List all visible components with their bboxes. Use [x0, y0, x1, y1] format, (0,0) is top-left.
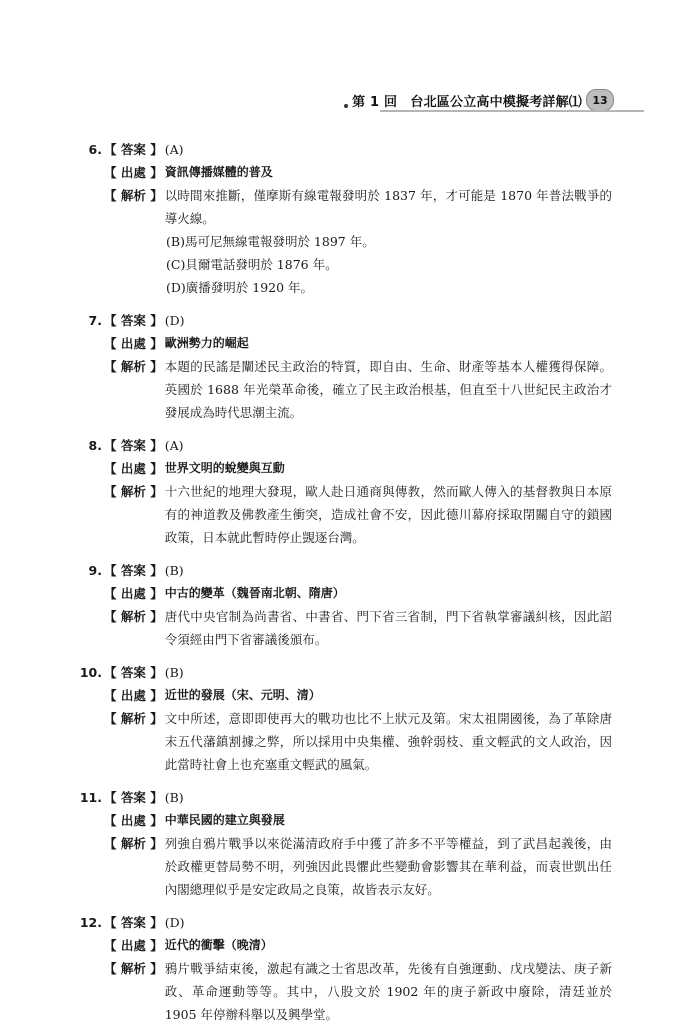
explanation-subline: (C)貝爾電話發明於 1876 年。 — [166, 257, 338, 272]
answer-label: 【 答案 】 — [104, 142, 163, 157]
question-number: 7. — [88, 313, 102, 328]
question-number: 8. — [88, 438, 102, 453]
page-header — [344, 88, 614, 112]
explanation-subline: (B)馬可尼無線電報發明於 1897 年。 — [166, 234, 375, 249]
question-number: 9. — [88, 563, 102, 578]
source-value: 歐洲勢力的崛起 — [164, 336, 249, 350]
question-item — [88, 559, 612, 651]
source-value: 中古的變革（魏晉南北朝、隋唐） — [164, 586, 345, 600]
explanation-label: 【 解析 】 — [104, 484, 163, 499]
source-label: 【 出處 】 — [104, 938, 163, 953]
answer-label: 【 答案 】 — [104, 915, 163, 930]
question-item — [88, 309, 612, 424]
explanation-text: 鴉片戰爭結束後，激起有識之士省思改革，先後有自強運動、戊戌變法、庚子新政、革命運動等等。其中，八股文於 1902 年的庚子新政中廢除，清廷並於 1905 年停辦科舉以及興學堂。 — [164, 961, 612, 1022]
explanation-text: 以時間來推斷，僅摩斯有線電報發明於 1837 年，才可能是 1870 年普法戰爭的導火線。 — [164, 188, 612, 226]
source-value: 近代的衝擊（晚清） — [164, 938, 273, 952]
header-bullet-icon — [344, 104, 348, 108]
source-value: 資訊傳播媒體的普及 — [164, 165, 273, 179]
source-value: 中華民國的建立與發展 — [164, 813, 285, 827]
question-number: 11. — [79, 790, 102, 805]
header-title: 第 1 回 台北區公立高中模擬考詳解⑴ — [352, 94, 582, 110]
page-number-badge: 13 — [586, 89, 614, 111]
source-label: 【 出處 】 — [104, 813, 163, 828]
answer-value: (B) — [164, 563, 184, 578]
answer-label: 【 答案 】 — [104, 665, 163, 680]
answer-value: (D) — [164, 915, 185, 930]
explanation-label: 【 解析 】 — [104, 961, 163, 976]
answer-value: (B) — [164, 790, 184, 805]
source-label: 【 出處 】 — [104, 586, 163, 601]
question-item — [79, 661, 612, 776]
question-item — [88, 138, 612, 299]
source-label: 【 出處 】 — [104, 461, 163, 476]
question-item — [79, 786, 612, 901]
explanation-label: 【 解析 】 — [104, 711, 163, 726]
answer-value: (A) — [164, 438, 184, 453]
explanation-text: 列強自鴉片戰爭以來從滿清政府手中獲了許多不平等權益，到了武昌起義後，由於政權更替局勢不明，列強因此畏懼此些變動會影響其在華利益，而袁世凱出任內閣總理似乎是安定政局之良策，故皆表示友好。 — [164, 836, 612, 897]
source-label: 【 出處 】 — [104, 688, 163, 703]
source-value: 世界文明的蛻變與互動 — [164, 461, 285, 475]
answer-label: 【 答案 】 — [104, 790, 163, 805]
explanation-label: 【 解析 】 — [104, 188, 163, 203]
explanation-label: 【 解析 】 — [104, 609, 163, 624]
question-number: 6. — [88, 142, 102, 157]
question-number: 10. — [79, 665, 102, 680]
explanation-text: 唐代中央官制為尚書省、中書省、門下省三省制，門下省執掌審議糾核，因此詔令須經由門下省審議後頒布。 — [164, 609, 612, 647]
answer-value: (D) — [164, 313, 185, 328]
answer-list — [79, 138, 612, 1036]
answer-label: 【 答案 】 — [104, 438, 163, 453]
answer-value: (A) — [164, 142, 184, 157]
header-rule — [380, 110, 644, 112]
answer-label: 【 答案 】 — [104, 313, 163, 328]
question-number: 12. — [79, 915, 102, 930]
question-item — [88, 434, 612, 549]
source-value: 近世的發展（宋、元明、清） — [164, 688, 321, 702]
source-label: 【 出處 】 — [104, 336, 163, 351]
explanation-label: 【 解析 】 — [104, 359, 163, 374]
explanation-subline: (D)廣播發明於 1920 年。 — [166, 280, 314, 295]
explanation-text: 十六世紀的地理大發現，歐人赴日通商與傳教，然而歐人傳入的基督教與日本原有的神道教及佛教產生衝突，造成社會不安，因此德川幕府採取閉關自守的鎖國政策，日本就此暫時停止覬逐台灣。 — [164, 484, 612, 545]
explanation-label: 【 解析 】 — [104, 836, 163, 851]
explanation-text: 本題的民謠是闡述民主政治的特質，即自由、生命、財產等基本人權獲得保障。英國於 1688 年光榮革命後，確立了民主政治根基，但直至十八世紀民主政治才發展成為時代思潮主流。 — [164, 359, 612, 420]
source-label: 【 出處 】 — [104, 165, 163, 180]
answer-label: 【 答案 】 — [104, 563, 163, 578]
answer-value: (B) — [164, 665, 184, 680]
explanation-text: 文中所述，意即即使再大的戰功也比不上狀元及第。宋太祖開國後，為了革除唐末五代藩鎮割據之弊，所以採用中央集權、強幹弱枝、重文輕武的文人政治，因此當時社會上也充塞重文輕武的風氣。 — [164, 711, 612, 772]
question-item — [79, 911, 612, 1026]
